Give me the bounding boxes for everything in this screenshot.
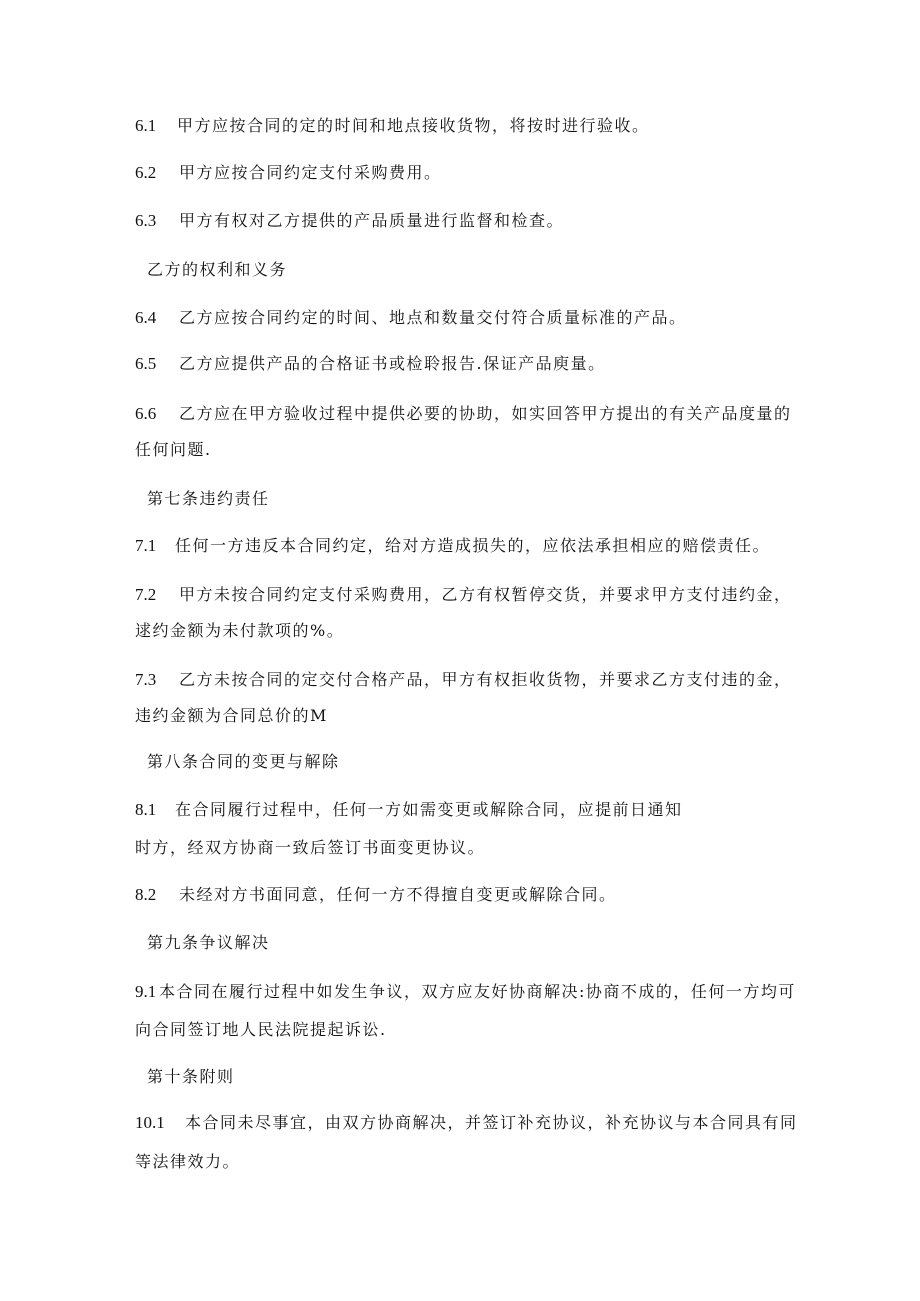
clause-number: 7.1 xyxy=(135,536,157,555)
clause-text: 甲方未按合同约定支付采购费用，乙方有权暂停交货，并要求甲方支付违约金， xyxy=(179,585,792,604)
section-heading-article-8: 第八条合同的变更与解除 xyxy=(147,752,340,771)
clause-number: 6.1 xyxy=(135,116,157,135)
clause-9-1 xyxy=(135,982,796,1002)
clause-6-4 xyxy=(135,308,687,328)
clause-8-2 xyxy=(135,885,617,905)
clause-text: 未经对方书面同意，任何一方不得擅自变更或解除合同。 xyxy=(179,885,617,904)
clause-number: 9.1 xyxy=(135,982,157,1001)
section-heading-article-7: 第七条违约责任 xyxy=(147,489,270,508)
clause-number: 6.3 xyxy=(135,211,157,230)
clause-6-2 xyxy=(135,163,442,183)
clause-6-5 xyxy=(135,354,606,374)
clause-7-3-continued: 违约金额为合同总价的M xyxy=(135,706,328,725)
clause-text: 乙方应按合同约定的时间、地点和数量交付符合质量标准的产品。 xyxy=(179,308,687,327)
clause-6-1 xyxy=(135,116,650,136)
clause-6-6-continued: 任何问题. xyxy=(135,440,212,459)
clause-9-1-continued: 向合同签订地人民法院提起诉讼. xyxy=(135,1020,387,1039)
clause-text: 甲方应按合同的定的时间和地点接收货物，将按时进行验收。 xyxy=(177,116,650,135)
section-heading-article-9: 第九条争议解决 xyxy=(147,933,270,952)
clause-text: 本合同在履行过程中如发生争议，双方应友好协商解决:协商不成的，任何一方均可 xyxy=(159,982,796,1001)
clause-text: 乙方应在甲方验收过程中提供必要的协助，如实回答甲方提出的有关产品度量的 xyxy=(179,404,792,423)
clause-text: 乙方应提供产品的合格证书或检聆报告.保证产品庾量。 xyxy=(179,354,606,373)
section-heading-article-10: 第十条附则 xyxy=(147,1067,235,1086)
clause-6-3 xyxy=(135,211,564,231)
clause-text: 在合同履行过程中，任何一方如需变更或解除合同，应提前日通知 xyxy=(175,800,683,819)
clause-7-1 xyxy=(135,536,770,556)
clause-number: 6.6 xyxy=(135,404,157,423)
clause-text: 甲方应按合同约定支付采购费用。 xyxy=(179,163,442,182)
section-heading-party-b-rights: 乙方的权利和义务 xyxy=(147,260,288,279)
clause-8-1 xyxy=(135,800,683,820)
clause-number: 6.5 xyxy=(135,354,157,373)
clause-text: 任何一方违反本合同约定，给对方造成损失的，应依法承担相应的赔偿责任。 xyxy=(175,536,771,555)
clause-7-2-continued: 逑约金额为未付款项的%。 xyxy=(135,621,345,640)
clause-7-2 xyxy=(135,585,792,605)
clause-number: 8.2 xyxy=(135,885,157,904)
clause-number: 7.2 xyxy=(135,585,157,604)
clause-number: 7.3 xyxy=(135,670,157,689)
clause-10-1-continued: 等法律效力。 xyxy=(135,1152,241,1171)
clause-8-1-continued: 时方，经双方协商一致后签订书面变更协议。 xyxy=(135,838,486,857)
clause-number: 8.1 xyxy=(135,800,157,819)
clause-number: 10.1 xyxy=(135,1113,165,1132)
clause-10-1 xyxy=(135,1113,798,1133)
clause-6-6 xyxy=(135,404,792,424)
clause-number: 6.4 xyxy=(135,308,157,327)
clause-text: 本合同未尽事宜，由双方协商解决，并签订补充协议，补充协议与本合同具有同 xyxy=(185,1113,798,1132)
clause-text: 甲方有权对乙方提供的产品质量进行监督和检查。 xyxy=(179,211,565,230)
clause-number: 6.2 xyxy=(135,163,157,182)
clause-7-3 xyxy=(135,670,792,690)
clause-text: 乙方未按合同的定交付合格产品，甲方有权拒收货物，并要求乙方支付违的金， xyxy=(179,670,792,689)
